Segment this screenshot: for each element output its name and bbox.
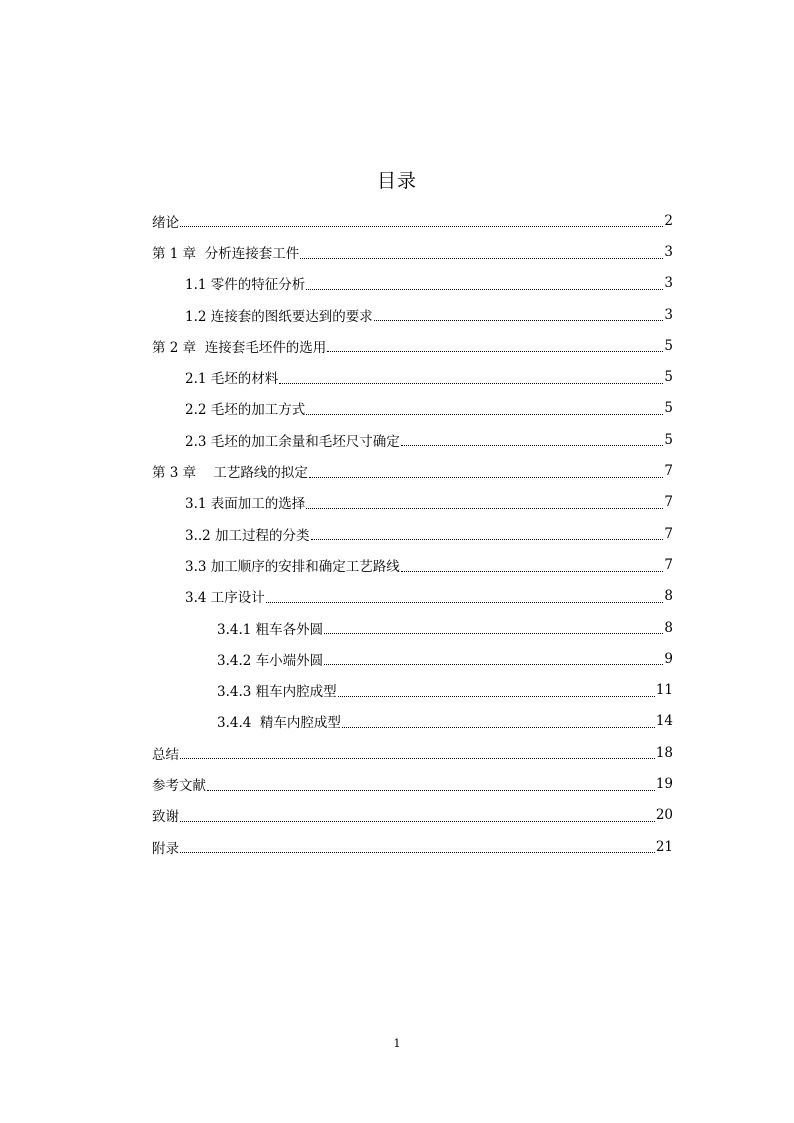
toc-entry-page: 8 [664,588,673,605]
toc-entry-page: 14 [655,713,673,730]
page-title: 目录 [376,170,417,192]
toc-entry-text: 1.1 零件的特征分析 [185,277,306,294]
toc-leader [324,633,663,634]
toc-entry-text: 3.1 表面加工的选择 [185,496,306,513]
toc-entry[interactable] [152,706,673,737]
page-number: 1 [393,1037,401,1050]
toc-entry-text: 第 3 章 工艺路线的拟定 [152,465,308,482]
toc-entry-page: 2 [664,212,673,229]
toc-entry-text: 3.4.4 精车内腔成型 [217,715,341,732]
toc-entry-text: 2.3 毛坯的加工余量和毛坯尺寸确定 [185,433,400,450]
toc-entry[interactable] [152,268,673,299]
toc-entry-page: 5 [664,431,673,448]
toc-entry-text: 2.1 毛坯的材料 [185,371,279,388]
toc-entry-text: 2.2 毛坯的加工方式 [185,402,306,419]
toc-entry-page: 7 [664,494,673,511]
toc-entry-page: 8 [664,619,673,636]
toc-entry-text: 附录 [152,840,179,857]
toc-entry[interactable] [152,205,673,236]
toc-entry[interactable] [152,737,673,768]
table-of-contents [152,205,673,862]
toc-entry-page: 3 [664,306,673,323]
toc-leader [300,258,663,259]
toc-entry[interactable] [152,487,673,518]
toc-entry-page: 11 [655,682,673,699]
toc-entry[interactable] [152,831,673,862]
toc-entry[interactable] [152,549,673,580]
toc-entry-text: 致谢 [152,809,179,826]
toc-entry-page: 7 [664,463,673,480]
toc-leader [309,477,664,478]
toc-leader [180,226,663,227]
toc-entry-text: 总结 [152,746,179,763]
toc-entry[interactable] [152,393,673,424]
toc-leader [324,664,663,665]
toc-entry-text: 第 2 章 连接套毛坯件的选用 [152,339,327,356]
toc-entry-page: 7 [664,525,673,542]
toc-entry[interactable] [152,361,673,392]
toc-entry-page: 9 [664,650,673,667]
toc-leader [306,508,663,509]
toc-leader [374,320,664,321]
toc-leader [306,289,663,290]
toc-entry[interactable] [152,299,673,330]
toc-leader [180,821,655,822]
toc-entry-text: 3..2 加工过程的分类 [185,527,310,544]
toc-entry-page: 20 [655,807,673,824]
toc-leader [180,758,655,759]
toc-entry-text: 3.4 工序设计 [185,590,265,607]
toc-entry-text: 3.3 加工顺序的安排和确定工艺路线 [185,558,400,575]
toc-entry-page: 5 [664,369,673,386]
toc-entry[interactable] [152,612,673,643]
toc-entry[interactable] [152,330,673,361]
toc-entry[interactable] [152,581,673,612]
toc-leader [401,571,664,572]
toc-entry-page: 3 [664,243,673,260]
toc-entry-text: 3.4.2 车小端外圆 [217,652,324,669]
toc-entry-text: 第 1 章 分析连接套工件 [152,245,300,262]
toc-leader [279,383,663,384]
toc-leader [311,539,664,540]
toc-entry-page: 21 [655,838,673,855]
toc-entry-text: 3.4.3 粗车内腔成型 [217,684,337,701]
toc-entry-text: 1.2 连接套的图纸要达到的要求 [185,308,373,325]
toc-leader [338,696,655,697]
toc-entry[interactable] [152,236,673,267]
toc-entry[interactable] [152,455,673,486]
toc-entry-page: 18 [655,744,673,761]
toc-entry-text: 绪论 [152,214,179,231]
toc-leader [342,727,655,728]
toc-entry-page: 5 [664,337,673,354]
toc-entry-text: 参考文献 [152,777,206,794]
toc-entry-page: 3 [664,275,673,292]
toc-entry-text: 3.4.1 粗车各外圆 [217,621,324,638]
toc-entry-page: 7 [664,556,673,573]
toc-leader [266,602,664,603]
toc-leader [401,445,664,446]
toc-entry[interactable] [152,424,673,455]
toc-leader [327,351,663,352]
toc-entry[interactable] [152,800,673,831]
toc-leader [180,852,655,853]
toc-leader [306,414,663,415]
toc-entry[interactable] [152,518,673,549]
toc-entry-page: 5 [664,400,673,417]
toc-entry[interactable] [152,768,673,799]
toc-entry-page: 19 [655,775,673,792]
toc-entry[interactable] [152,674,673,705]
toc-leader [207,790,655,791]
toc-entry[interactable] [152,643,673,674]
